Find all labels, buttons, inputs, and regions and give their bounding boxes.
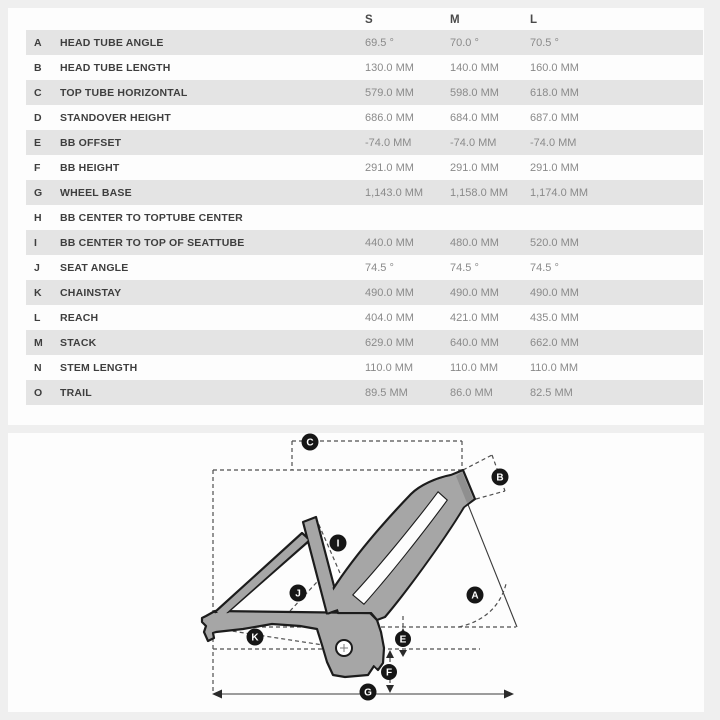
row-value: 110.0 MM bbox=[450, 362, 499, 374]
row-value: 140.0 MM bbox=[450, 62, 499, 74]
row-value: 82.5 MM bbox=[530, 387, 573, 399]
row-value: 490.0 MM bbox=[530, 287, 579, 299]
dim-label-J bbox=[290, 585, 307, 602]
row-value: 629.0 MM bbox=[365, 337, 414, 349]
row-key: N bbox=[34, 362, 42, 374]
table-row bbox=[8, 155, 704, 180]
row-key: D bbox=[34, 112, 42, 124]
row-value: 684.0 MM bbox=[450, 112, 499, 124]
row-label: STEM LENGTH bbox=[60, 362, 138, 374]
row-value: 69.5 ° bbox=[365, 37, 394, 49]
dim-label-E bbox=[395, 631, 411, 647]
row-value: 160.0 MM bbox=[530, 62, 579, 74]
dim-label-A bbox=[467, 587, 484, 604]
row-value: 70.5 ° bbox=[530, 37, 559, 49]
row-value: 291.0 MM bbox=[365, 162, 414, 174]
svg-text:J: J bbox=[295, 588, 301, 600]
row-value: 579.0 MM bbox=[365, 87, 414, 99]
row-label: TOP TUBE HORIZONTAL bbox=[60, 87, 188, 99]
svg-text:F: F bbox=[385, 667, 393, 679]
row-value: 74.5 ° bbox=[530, 262, 559, 274]
row-label: HEAD TUBE LENGTH bbox=[60, 62, 171, 74]
dim-label-I bbox=[330, 535, 347, 552]
head-angle-arc bbox=[459, 584, 506, 627]
geometry-table-body bbox=[8, 30, 704, 405]
row-value: 1,174.0 MM bbox=[530, 187, 589, 199]
column-header-size-l: L bbox=[530, 14, 538, 26]
row-label: BB CENTER TO TOP OF SEATTUBE bbox=[60, 237, 245, 249]
dim-label-G bbox=[360, 684, 377, 701]
row-value: 74.5 ° bbox=[365, 262, 394, 274]
frame-diagram-card bbox=[8, 433, 704, 712]
row-value: 435.0 MM bbox=[530, 312, 579, 324]
table-row bbox=[8, 280, 704, 305]
svg-text:C: C bbox=[306, 437, 314, 449]
table-row bbox=[8, 105, 704, 130]
table-row bbox=[8, 355, 704, 380]
row-value: -74.0 MM bbox=[530, 137, 577, 149]
bb-height-arrow-down bbox=[386, 685, 394, 693]
row-label: BB OFFSET bbox=[60, 137, 122, 149]
row-key: J bbox=[34, 262, 40, 274]
table-row bbox=[8, 305, 704, 330]
bottom-bracket-mark bbox=[336, 640, 352, 656]
row-key: L bbox=[34, 312, 41, 324]
svg-text:G: G bbox=[364, 687, 372, 699]
row-key: E bbox=[34, 137, 42, 149]
row-key: H bbox=[34, 212, 42, 224]
row-label: WHEEL BASE bbox=[60, 187, 132, 199]
table-row bbox=[8, 55, 704, 80]
row-value: 86.0 MM bbox=[450, 387, 493, 399]
row-value: 421.0 MM bbox=[450, 312, 499, 324]
row-value: 89.5 MM bbox=[365, 387, 408, 399]
bike-frame-diagram bbox=[0, 430, 720, 720]
row-value: 520.0 MM bbox=[530, 237, 579, 249]
row-label: BB CENTER TO TOPTUBE CENTER bbox=[60, 212, 243, 224]
dim-label-C bbox=[302, 434, 319, 451]
row-value: 490.0 MM bbox=[450, 287, 499, 299]
row-value: 440.0 MM bbox=[365, 237, 414, 249]
row-key: A bbox=[34, 37, 42, 49]
table-row bbox=[8, 205, 704, 230]
row-label: HEAD TUBE ANGLE bbox=[60, 37, 164, 49]
row-value: 130.0 MM bbox=[365, 62, 414, 74]
svg-text:E: E bbox=[399, 634, 407, 646]
row-value: 404.0 MM bbox=[365, 312, 414, 324]
table-header-row bbox=[8, 8, 704, 30]
table-row bbox=[8, 180, 704, 205]
row-label: CHAINSTAY bbox=[60, 287, 122, 299]
row-value: 1,158.0 MM bbox=[450, 187, 509, 199]
row-value: 291.0 MM bbox=[450, 162, 499, 174]
bb-offset-arrow-down bbox=[399, 650, 407, 657]
row-value: -74.0 MM bbox=[450, 137, 497, 149]
column-header-size-m: M bbox=[450, 14, 460, 26]
geometry-table-card bbox=[8, 8, 704, 425]
table-row bbox=[8, 380, 704, 405]
row-key: O bbox=[34, 387, 43, 399]
svg-text:I: I bbox=[336, 538, 340, 550]
row-value: 70.0 ° bbox=[450, 37, 479, 49]
row-value: 640.0 MM bbox=[450, 337, 499, 349]
row-value: 618.0 MM bbox=[530, 87, 579, 99]
row-label: SEAT ANGLE bbox=[60, 262, 129, 274]
row-value: 598.0 MM bbox=[450, 87, 499, 99]
table-row bbox=[8, 80, 704, 105]
row-value: 74.5 ° bbox=[450, 262, 479, 274]
table-row bbox=[8, 330, 704, 355]
row-value: 662.0 MM bbox=[530, 337, 579, 349]
row-value: 291.0 MM bbox=[530, 162, 579, 174]
row-value: 687.0 MM bbox=[530, 112, 579, 124]
row-label: STANDOVER HEIGHT bbox=[60, 112, 171, 124]
dim-label-F bbox=[381, 664, 397, 680]
row-value: 1,143.0 MM bbox=[365, 187, 424, 199]
row-value: 686.0 MM bbox=[365, 112, 414, 124]
table-row bbox=[8, 30, 704, 55]
table-row bbox=[8, 255, 704, 280]
row-label: STACK bbox=[60, 337, 97, 349]
bb-height-arrow-up bbox=[386, 650, 394, 658]
row-label: BB HEIGHT bbox=[60, 162, 120, 174]
row-key: C bbox=[34, 87, 42, 99]
column-header-size-s: S bbox=[365, 14, 373, 26]
row-value: 110.0 MM bbox=[365, 362, 414, 374]
svg-text:K: K bbox=[251, 632, 259, 644]
svg-text:A: A bbox=[471, 590, 479, 602]
row-key: F bbox=[34, 162, 41, 174]
row-key: M bbox=[34, 337, 43, 349]
table-row bbox=[8, 230, 704, 255]
row-key: K bbox=[34, 287, 42, 299]
table-row bbox=[8, 130, 704, 155]
dim-label-K bbox=[247, 629, 264, 646]
head-angle-axis-line bbox=[467, 502, 517, 627]
row-key: I bbox=[34, 237, 37, 249]
row-value: 490.0 MM bbox=[365, 287, 414, 299]
row-value: 110.0 MM bbox=[530, 362, 579, 374]
row-label: REACH bbox=[60, 312, 99, 324]
dim-label-B bbox=[492, 469, 509, 486]
row-value: -74.0 MM bbox=[365, 137, 412, 149]
row-key: B bbox=[34, 62, 42, 74]
svg-text:B: B bbox=[496, 472, 504, 484]
row-label: TRAIL bbox=[60, 387, 92, 399]
row-value: 480.0 MM bbox=[450, 237, 499, 249]
row-key: G bbox=[34, 187, 43, 199]
